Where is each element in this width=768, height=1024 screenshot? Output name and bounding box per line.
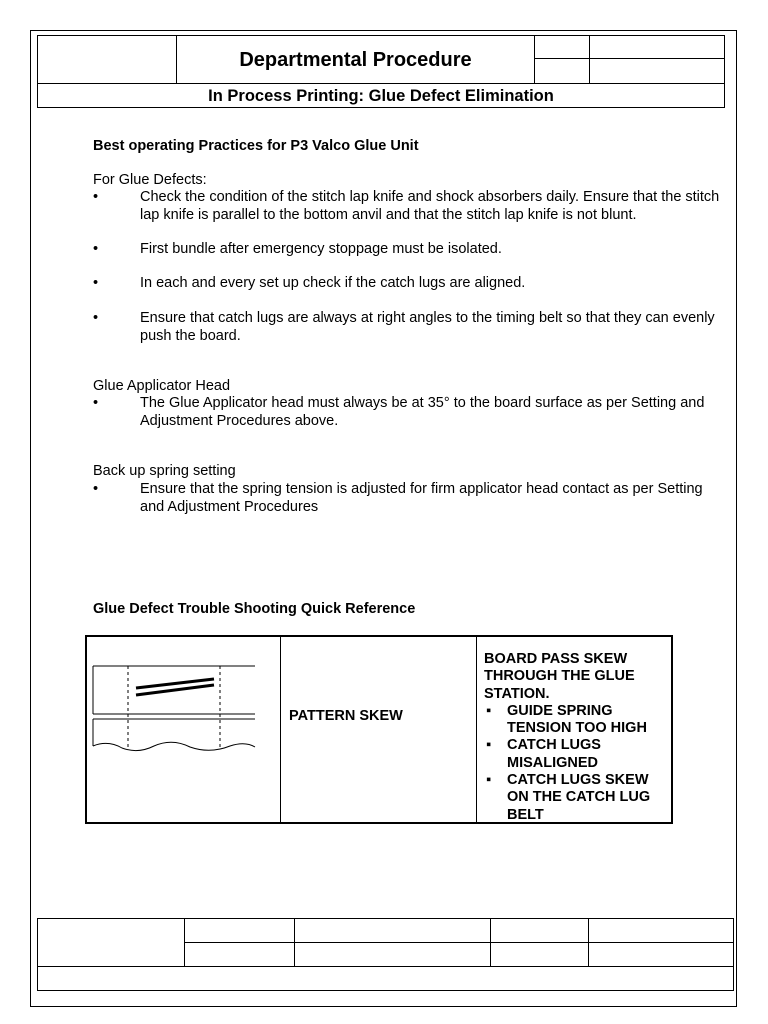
footer-divider [37,966,734,967]
troubleshooting-heading: Glue Defect Trouble Shooting Quick Reference [93,601,416,617]
bullet: • [93,241,99,257]
practices-heading: Best operating Practices for P3 Valco Glue Unit [93,138,419,154]
header-divider [534,58,725,59]
bullet: • [93,481,99,497]
list-item [484,703,669,738]
list-item [484,737,669,772]
list-item: Ensure that catch lugs are always at right angles to the timing belt so that they can evenly push the board. [140,310,715,344]
square-bullet: ▪ [486,702,492,719]
table-divider [280,635,281,824]
cause-text: CATCH LUGS SKEW ON THE CATCH LUG BELT [507,772,651,823]
bullet: • [93,275,99,291]
page-subtitle: In Process Printing: Glue Defect Elimination [208,86,554,105]
list-item: The Glue Applicator head must always be at 35° to the board surface as per Setting and Adjustment Procedures above. [140,395,705,429]
defect-name: PATTERN SKEW [289,708,403,724]
spring-label: Back up spring setting [93,463,236,479]
applicator-label: Glue Applicator Head [93,378,231,394]
footer-divider [184,942,734,943]
header-divider [534,35,535,84]
bullet: • [93,310,99,326]
pattern-skew-diagram [90,662,258,754]
square-bullet: ▪ [486,737,492,754]
table-divider [476,635,477,824]
page-title: Departmental Procedure [239,48,472,71]
list-item: First bundle after emergency stoppage must be isolated. [140,241,502,257]
glue-defects-label: For Glue Defects: [93,172,207,188]
bullet: • [93,395,99,411]
cause-text: CATCH LUGS MISALIGNED [507,737,601,771]
list-item: In each and every set up check if the catch lugs are aligned. [140,275,526,291]
list-item: Ensure that the spring tension is adjusted for firm applicator head contact as per Setting and Adjustment Procedures [140,481,703,515]
bullet: • [93,189,99,205]
cause-cell [484,651,669,824]
cause-title: BOARD PASS SKEW THROUGH THE GLUE STATION. [484,651,635,702]
list-item: Check the condition of the stitch lap knife and shock absorbers daily. Ensure that the stitch lap knife is parallel to the bottom anvil and that the stitch lap knife is not blunt. [140,189,720,223]
header-divider [589,35,590,84]
cause-text: GUIDE SPRING TENSION TOO HIGH [507,702,647,737]
footer-box [37,918,734,991]
list-item [484,772,669,824]
cause-list [484,703,669,824]
square-bullet: ▪ [486,772,492,789]
